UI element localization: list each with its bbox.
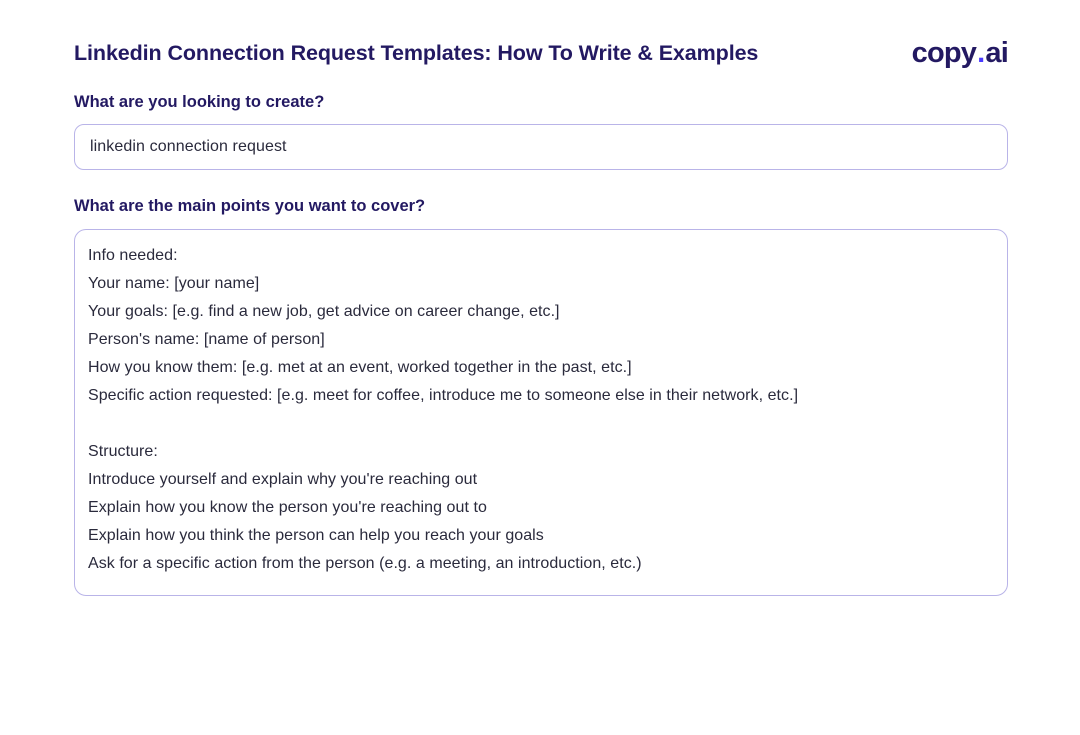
textarea-line: How you know them: [e.g. met at an event, worked together in the past, etc.]: [88, 359, 632, 376]
header: [74, 30, 1008, 76]
create-input-value: linkedin connection request: [90, 138, 287, 155]
textarea-line: Ask for a specific action from the person (e.g. a meeting, an introduction, etc.): [88, 555, 642, 572]
page-title: Linkedin Connection Request Templates: How To Write & Examples: [74, 40, 759, 65]
points-field-label: What are the main points you want to cover?: [74, 197, 426, 215]
textarea-line-blank: [88, 410, 993, 438]
logo-word-ai: ai: [985, 36, 1008, 69]
textarea-line: Structure:: [88, 443, 158, 460]
textarea-line: Info needed:: [88, 247, 178, 264]
textarea-line: Explain how you think the person can help you reach your goals: [88, 527, 544, 544]
textarea-line: Specific action requested: [e.g. meet for coffee, introduce me to someone else in their network, etc.]: [88, 387, 799, 404]
copyai-logo: [912, 37, 1008, 70]
textarea-line: Your name: [your name]: [88, 275, 260, 292]
points-textarea[interactable]: [74, 229, 1008, 596]
logo-dot-icon: .: [977, 36, 985, 69]
create-input[interactable]: [74, 124, 1008, 170]
textarea-line: Your goals: [e.g. find a new job, get advice on career change, etc.]: [88, 303, 560, 320]
textarea-line: Person's name: [name of person]: [88, 331, 325, 348]
textarea-line: Explain how you know the person you're reaching out to: [88, 499, 487, 516]
logo-word-copy: copy: [911, 36, 977, 69]
textarea-line: Introduce yourself and explain why you're reaching out: [88, 471, 478, 488]
create-field-label: What are you looking to create?: [74, 93, 325, 111]
